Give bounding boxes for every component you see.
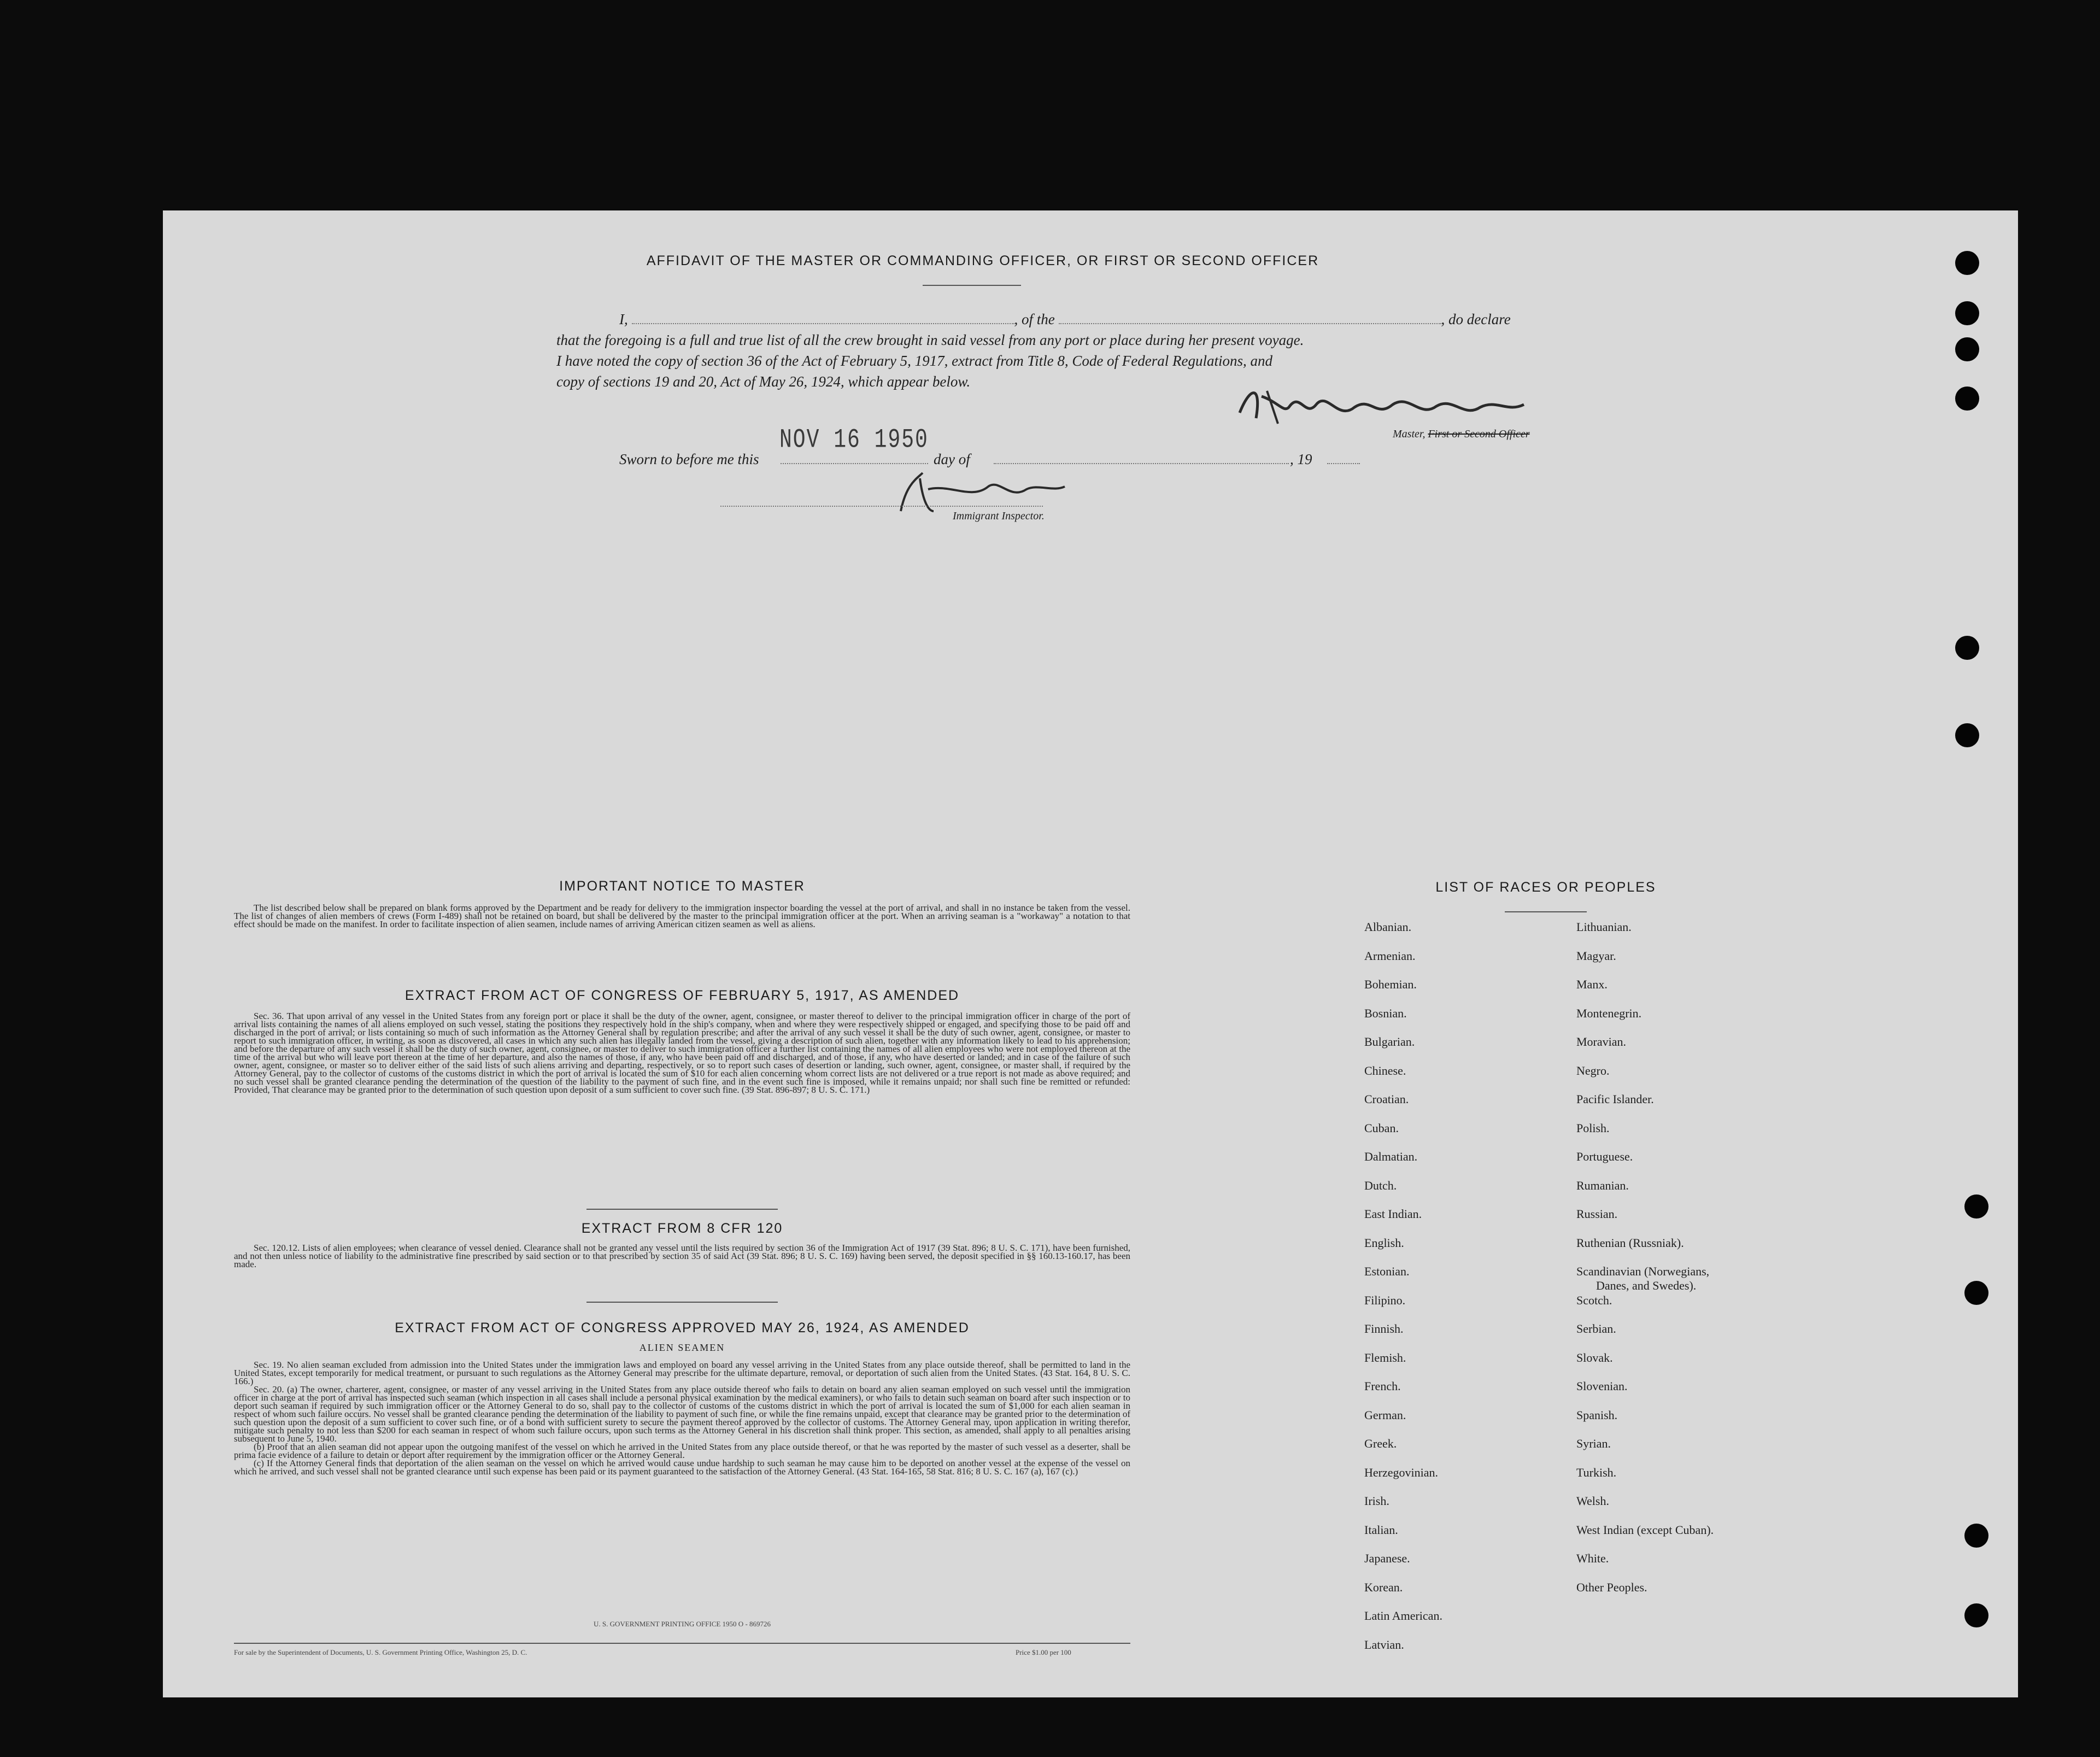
master-label: Master,	[1393, 428, 1426, 440]
affidavit-declare: , do declare	[1441, 311, 1511, 327]
race-item: Montenegrin.	[1576, 1006, 1642, 1020]
race-item: French.	[1364, 1379, 1401, 1393]
footer-rule	[234, 1643, 1130, 1644]
year-label: , 19	[1290, 451, 1312, 467]
notice-text: The list described below shall be prepared on blank forms approved by the Department and be ready for delivery to the immigration inspector boarding the vessel at the port of arrival, and shall in no instance be taken from the vessel. The list of changes of alien members of crews (Form I-489) shall not be retained on board, but shall be delivered by the master to the principal immigration officer at the port. When an arriving seaman is a "workaway" a notation to that effect should be made on the manifest. In order to facilitate inspection of alien seamen, include names of arriving American citizen seamen as well as aliens.	[234, 903, 1130, 929]
sec-19-text: Sec. 19. No alien seaman excluded from admission into the United States under the immigration laws and employed on board any vessel arriving in the United States from any place outside thereof, shall be permitted to land in the United States, except temporarily for medical treatment, or pursuant to such regulations as the Attorney General may prescribe for the ultimate departure, removal, or deportation of such alien from the United States. (43 Stat. 164, 8 U. S. C. 166.)	[234, 1360, 1130, 1386]
race-item: Slovak.	[1576, 1350, 1613, 1364]
notice-title: IMPORTANT NOTICE TO MASTER	[559, 878, 805, 894]
race-item: Spanish.	[1576, 1408, 1618, 1422]
affidavit-title: AFFIDAVIT OF THE MASTER OR COMMANDING OFFICER, OR FIRST OR SECOND OFFICER	[646, 253, 1319, 268]
race-item: White.	[1576, 1551, 1609, 1565]
sec-20a-text: Sec. 20. (a) The owner, charterer, agent, consignee, or master of any vessel arriving in the United States from any place outside thereof who fails to detain on board any alien seaman employed on such vessel until the immigration officer in charge at the port of arrival has inspected such seaman (which inspection in all cases shall include a personal physical examination by the medical examiners), or who fails to detain such seaman on board after such inspection or to deport such seaman if required by such immigration officer or the Attorney General to do so, shall pay to the collector of customs of the customs district in which the port of arrival is located the sum of $1,000 for each alien seaman in respect of whom such failure occurs. No vessel shall be granted clearance pending the determination of the liability to payment of such fine, or while the fine remains unpaid, except that clearance may be granted prior to the determination of such question upon the deposit of a sum sufficient to cover such fine, or of a bond with sufficient surety to secure the payment thereof approved by the collector of customs. The Attorney General may, upon application in writing therefor, mitigate such penalty to not less than $200 for each seaman in respect of whom such failure occurs, upon such terms as the Attorney General in his discretion shall think proper. This section, as amended, shall apply to all penalties arising subsequent to June 5, 1940.	[234, 1384, 1130, 1444]
affidavit-line-3: I have noted the copy of section 36 of the Act of February 5, 1917, extract from Title 8, Code of Federal Regulations, and	[556, 353, 1273, 369]
race-item: Japanese.	[1364, 1551, 1410, 1565]
race-item: Albanian.	[1364, 920, 1412, 934]
footer-price: Price $1.00 per 100	[1016, 1648, 1071, 1656]
race-item: Lithuanian.	[1576, 920, 1632, 934]
notice-body	[234, 904, 1130, 928]
punch-hole	[1955, 301, 1979, 325]
race-item: Manx.	[1576, 977, 1608, 991]
punch-hole	[1964, 1281, 1988, 1305]
vessel-blank	[1059, 323, 1441, 324]
races-title: LIST OF RACES OR PEOPLES	[1435, 880, 1656, 895]
race-item: Dutch.	[1364, 1178, 1397, 1192]
sec-36-text: Sec. 36. That upon arrival of any vessel in the United States from any foreign port or place it shall be the duty of the owner, agent, consignee, or master thereof to deliver to the principal immigration officer in charge of the port of arrival lists containing the names of all aliens employed on such vessel, stating the positions they respectively hold in the ship's company, when and where they were respectively shipped or engaged, and specifying those to be paid off and discharged in the port of arrival; or lists containing so much of such information as the Attorney General shall by regulation prescribe; and after the arrival of any such vessel it shall be the duty of such owner, agent, consignee, or master to report to such immigration officer, in writing, as soon as discovered, all cases in which any such alien has illegally landed from the vessel, giving a description of such alien, together with any information likely to lead to his apprehension; and before the departure of any such vessel it shall be the duty of such owner, agent, consignee, or master to deliver to such immigration officer a further list containing the names of all alien employees who were not employed thereon at the time of the arrival but who will leave port thereon at the time of her departure, and also the names of those, if any, who have been paid off and discharged, and of those, if any, who have deserted or landed; and in case of the failure of such owner, agent, consignee, or master so to deliver either of the said lists of such aliens arriving and departing, respectively, or so to report such cases of desertion or landing, such owner, agent, consignee, or master shall, if required by the Attorney General, pay to the collector of customs of the customs district in which the port of arrival is located the sum of $10 for each alien concerning whom correct lists are not delivered or a true report is not made as above required; and no such vessel shall be granted clearance pending the determination of the question of the liability to the payment of such fine, and in the event such fine is imposed, while it remains unpaid; nor shall such fine be remitted or refunded: Provided, That clearance may be granted prior to the determination of such question upon deposit of a sum sufficient to cover such fine. (39 Stat. 896-897; 8 U. S. C. 171.)	[234, 1011, 1130, 1095]
year-blank	[1327, 463, 1360, 464]
affidavit-line-2: that the foregoing is a full and true list of all the crew brought in said vessel from any port or place during her present voyage.	[556, 332, 1304, 348]
race-item: Negro.	[1576, 1063, 1610, 1077]
race-item: Magyar.	[1576, 948, 1616, 963]
race-item: Rumanian.	[1576, 1178, 1629, 1192]
affidavit-line-4: copy of sections 19 and 20, Act of May 26, 1924, which appear below.	[556, 373, 971, 390]
race-item: Other Peoples.	[1576, 1580, 1647, 1594]
race-item: Scotch.	[1576, 1293, 1612, 1307]
race-item: Slovenian.	[1576, 1379, 1628, 1393]
race-item: German.	[1364, 1408, 1406, 1422]
race-item: Flemish.	[1364, 1350, 1406, 1364]
punch-hole	[1955, 337, 1979, 361]
race-item: Scandinavian (Norwegians,	[1576, 1264, 1710, 1278]
race-item: Dalmatian.	[1364, 1150, 1418, 1163]
race-item: Chinese.	[1364, 1063, 1406, 1077]
race-item: Moravian.	[1576, 1035, 1627, 1049]
race-item: Estonian.	[1364, 1264, 1410, 1278]
race-item: Herzegovinian.	[1364, 1465, 1438, 1479]
signature-caption	[1393, 428, 1530, 441]
alien-seamen-subtitle: ALIEN SEAMEN	[639, 1342, 725, 1353]
race-item: English.	[1364, 1235, 1404, 1250]
race-item: Finnish.	[1364, 1322, 1404, 1336]
race-item: Syrian.	[1576, 1437, 1611, 1450]
date-stamp: NOV 16 1950	[779, 425, 929, 455]
race-item: Turkish.	[1576, 1465, 1617, 1479]
punch-hole	[1955, 723, 1979, 747]
affidavit-of-the: , of the	[1014, 311, 1055, 327]
affidavit-pronoun: I,	[619, 311, 628, 327]
race-item: Bulgarian.	[1364, 1035, 1415, 1049]
sworn-prefix: Sworn to before me this	[619, 451, 759, 467]
master-signature	[1229, 374, 1535, 435]
punch-hole	[1964, 1603, 1988, 1627]
punch-hole	[1955, 386, 1979, 411]
race-item: Polish.	[1576, 1121, 1610, 1135]
divider	[586, 1209, 778, 1210]
extract-1924-title: EXTRACT FROM ACT OF CONGRESS APPROVED MAY 26, 1924, AS AMENDED	[395, 1320, 970, 1336]
extract-1917-title: EXTRACT FROM ACT OF CONGRESS OF FEBRUARY 5, 1917, AS AMENDED	[404, 988, 960, 1003]
divider	[923, 285, 1021, 286]
extract-1924-body	[234, 1361, 1130, 1475]
race-item: Welsh.	[1576, 1494, 1609, 1508]
punch-hole	[1964, 1524, 1988, 1548]
race-item: Portuguese.	[1576, 1150, 1633, 1163]
race-item: Filipino.	[1364, 1293, 1406, 1307]
race-item: Danes, and Swedes).	[1596, 1279, 1697, 1293]
sec-120-12-text: Sec. 120.12. Lists of alien employees; when clearance of vessel denied. Clearance shall not be granted any vessel until the lists required by section 36 of the Immigration Act of 1917 (39 Stat. 896; 8 U. S. C. 171), have been furnished, and not then unless notice of liability to the administrative fine prescribed by said section or to that prescribed by section 35 of said Act (39 Stat. 896; 8 U. S. C. 169) having been served, the deposit specified in §§ 160.13-160.17, has been made.	[234, 1243, 1130, 1269]
affidavit-line-1	[619, 309, 1658, 330]
punch-hole	[1964, 1194, 1988, 1219]
race-item: Korean.	[1364, 1580, 1403, 1594]
printer-imprint: U. S. GOVERNMENT PRINTING OFFICE 1950 O - 869726	[593, 1620, 771, 1628]
punch-hole	[1955, 636, 1979, 660]
race-item: Italian.	[1364, 1522, 1398, 1537]
sec-20b-text: (b) Proof that an alien seaman did not appear upon the outgoing manifest of the vessel on which he arrived in the United States from any place outside thereof, or that he was reported by the master of such vessel as a deserter, shall be prima facie evidence of a failure to detain or deport after requirement by the immigration officer or the Attorney General.	[234, 1442, 1130, 1460]
race-item: Irish.	[1364, 1494, 1389, 1508]
document-sheet	[163, 210, 2018, 1697]
race-item: Latvian.	[1364, 1637, 1404, 1651]
sec-20c-text: (c) If the Attorney General finds that deportation of the alien seaman on the vessel on which he arrived would cause undue hardship to such seaman he may cause him to be deported on another vessel at the expense of the vessel on which he arrived, and such vessel shall not be granted clearance until such expense has been paid or its payment guaranteed to the satisfaction of the Attorney General. (43 Stat. 164-165, 58 Stat. 816; 8 U. S. C. 167 (a), 167 (c).)	[234, 1458, 1130, 1477]
race-item: Armenian.	[1364, 948, 1416, 963]
punch-hole	[1955, 251, 1979, 275]
day-of-label: day of	[934, 451, 970, 467]
extract-cfr-body	[234, 1244, 1130, 1268]
race-item: Ruthenian (Russniak).	[1576, 1235, 1684, 1250]
race-item: Serbian.	[1576, 1322, 1616, 1336]
race-item: West Indian (except Cuban).	[1576, 1522, 1714, 1537]
race-item: East Indian.	[1364, 1207, 1422, 1221]
race-item: Greek.	[1364, 1437, 1397, 1450]
divider	[586, 1302, 778, 1303]
extract-1917-body	[234, 1012, 1130, 1094]
race-item: Bosnian.	[1364, 1006, 1407, 1020]
struck-officer-label: First or Second Officer	[1428, 428, 1530, 440]
race-item: Russian.	[1576, 1207, 1618, 1221]
race-item: Pacific Islander.	[1576, 1092, 1654, 1106]
extract-cfr-title: EXTRACT FROM 8 CFR 120	[581, 1221, 783, 1236]
race-item: Latin American.	[1364, 1609, 1442, 1623]
race-item: Croatian.	[1364, 1092, 1409, 1106]
inspector-blank	[720, 506, 1043, 507]
inspector-caption: Immigrant Inspector.	[953, 510, 1045, 522]
race-item: Bohemian.	[1364, 977, 1417, 991]
divider	[1505, 911, 1587, 912]
footer-sale-note: For sale by the Superintendent of Documents, U. S. Government Printing Office, Washington 25, D. C.	[234, 1648, 527, 1656]
name-blank	[632, 323, 1014, 324]
race-item: Cuban.	[1364, 1121, 1399, 1135]
